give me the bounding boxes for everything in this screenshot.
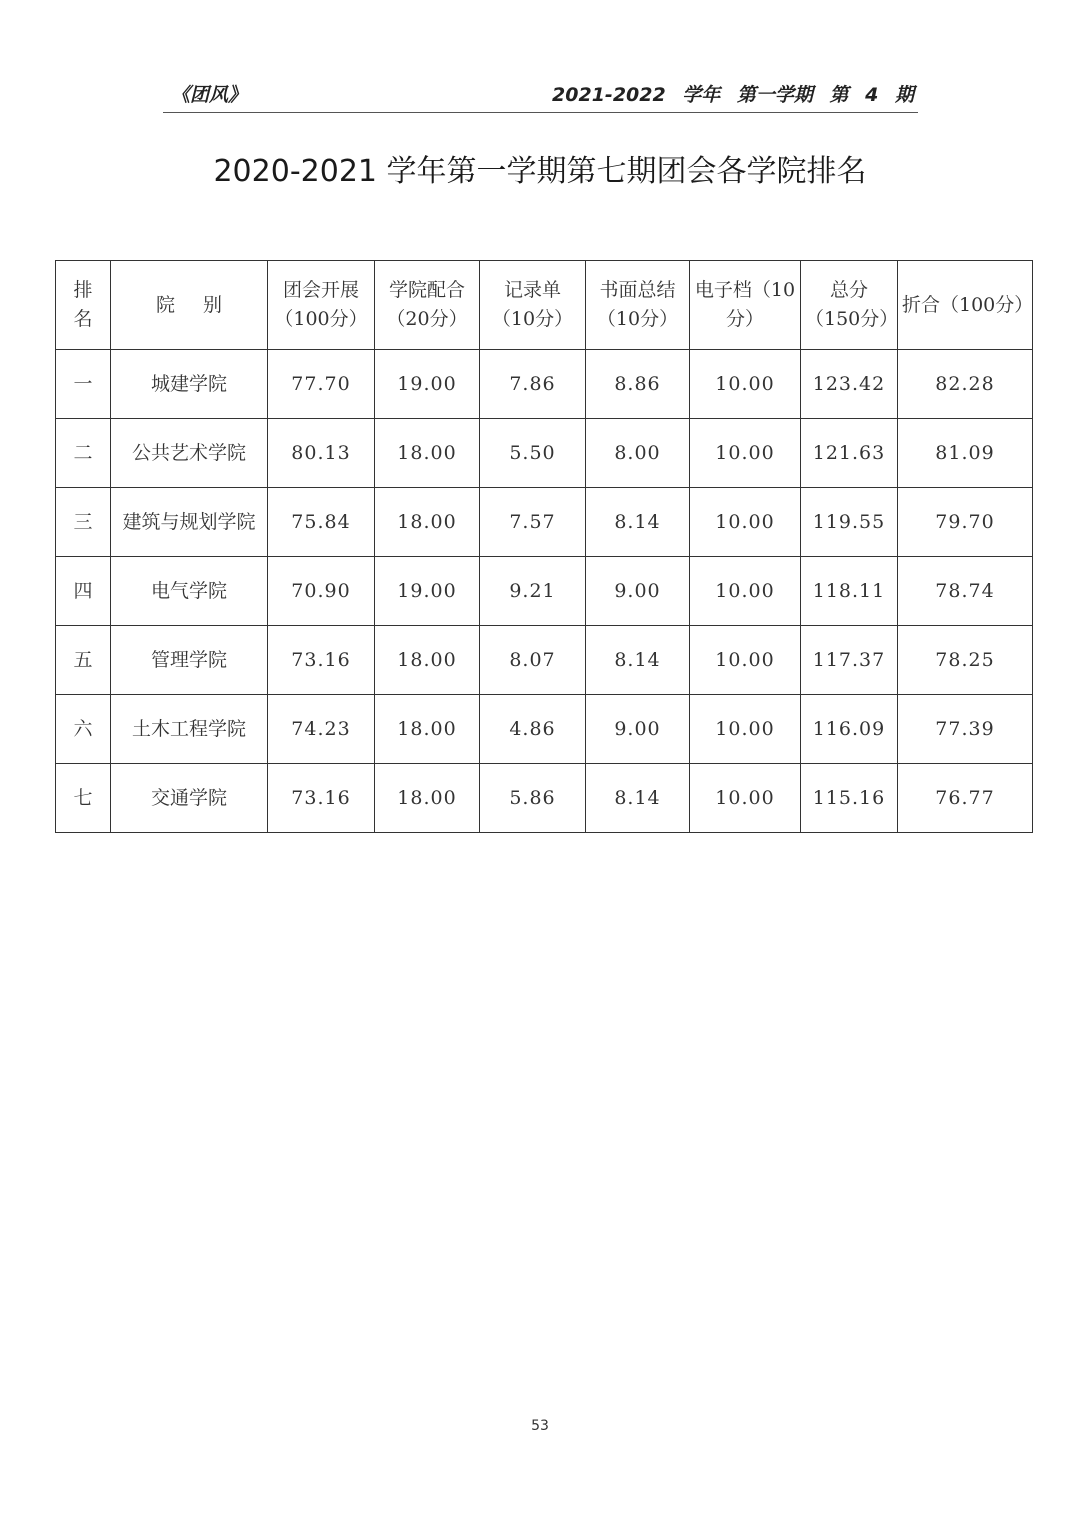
summary-score-cell: 8.14 (586, 764, 690, 833)
meeting-score-cell: 75.84 (268, 488, 375, 557)
electronic-score-cell: 10.00 (690, 764, 801, 833)
electronic-score-cell: 10.00 (690, 695, 801, 764)
record-score-cell: 5.86 (480, 764, 586, 833)
meeting-score-cell: 77.70 (268, 350, 375, 419)
column-header-meeting: 团会开展（100分） (268, 261, 375, 350)
table-row (56, 764, 1033, 833)
cooperation-score-cell: 18.00 (375, 626, 480, 695)
journal-name: 《团风》 (171, 84, 248, 106)
cooperation-score-cell: 19.00 (375, 350, 480, 419)
record-score-cell: 7.57 (480, 488, 586, 557)
column-header-summary: 书面总结（10分） (586, 261, 690, 350)
column-header-cooperation: 学院配合（20分） (375, 261, 480, 350)
college-cell: 电气学院 (111, 557, 268, 626)
issue-info: 2021-2022 学年 第一学期 第 4 期 (552, 84, 914, 106)
table-row (56, 695, 1033, 764)
column-header-rank: 排 名 (56, 261, 111, 350)
table-row (56, 626, 1033, 695)
rank-cell: 五 (56, 626, 111, 695)
electronic-score-cell: 10.00 (690, 626, 801, 695)
converted-score-cell: 76.77 (898, 764, 1033, 833)
record-score-cell: 5.50 (480, 419, 586, 488)
college-cell: 土木工程学院 (111, 695, 268, 764)
total-score-cell: 119.55 (801, 488, 898, 557)
table-row (56, 488, 1033, 557)
cooperation-score-cell: 18.00 (375, 695, 480, 764)
record-score-cell: 8.07 (480, 626, 586, 695)
summary-score-cell: 9.00 (586, 695, 690, 764)
page-header (163, 78, 918, 113)
meeting-score-cell: 73.16 (268, 764, 375, 833)
rank-cell: 四 (56, 557, 111, 626)
total-score-cell: 123.42 (801, 350, 898, 419)
total-score-cell: 121.63 (801, 419, 898, 488)
rank-cell: 二 (56, 419, 111, 488)
page-number: 53 (531, 1418, 549, 1434)
summary-score-cell: 8.00 (586, 419, 690, 488)
college-cell: 城建学院 (111, 350, 268, 419)
summary-score-cell: 8.14 (586, 488, 690, 557)
column-header-total: 总分（150分） (801, 261, 898, 350)
cooperation-score-cell: 19.00 (375, 557, 480, 626)
converted-score-cell: 81.09 (898, 419, 1033, 488)
table-header-row (56, 261, 1033, 350)
cooperation-score-cell: 18.00 (375, 419, 480, 488)
electronic-score-cell: 10.00 (690, 488, 801, 557)
column-header-converted: 折合（100分） (898, 261, 1033, 350)
converted-score-cell: 79.70 (898, 488, 1033, 557)
college-cell: 交通学院 (111, 764, 268, 833)
cooperation-score-cell: 18.00 (375, 488, 480, 557)
summary-score-cell: 9.00 (586, 557, 690, 626)
total-score-cell: 116.09 (801, 695, 898, 764)
electronic-score-cell: 10.00 (690, 557, 801, 626)
record-score-cell: 7.86 (480, 350, 586, 419)
total-score-cell: 115.16 (801, 764, 898, 833)
total-score-cell: 117.37 (801, 626, 898, 695)
electronic-score-cell: 10.00 (690, 350, 801, 419)
converted-score-cell: 78.25 (898, 626, 1033, 695)
page-title: 2020-2021 学年第一学期第七期团会各学院排名 (213, 154, 867, 189)
rank-cell: 七 (56, 764, 111, 833)
column-header-record: 记录单（10分） (480, 261, 586, 350)
meeting-score-cell: 73.16 (268, 626, 375, 695)
rank-cell: 一 (56, 350, 111, 419)
meeting-score-cell: 70.90 (268, 557, 375, 626)
converted-score-cell: 77.39 (898, 695, 1033, 764)
cooperation-score-cell: 18.00 (375, 764, 480, 833)
converted-score-cell: 82.28 (898, 350, 1033, 419)
rank-cell: 三 (56, 488, 111, 557)
column-header-electronic: 电子档（10分） (690, 261, 801, 350)
rank-cell: 六 (56, 695, 111, 764)
summary-score-cell: 8.14 (586, 626, 690, 695)
table-row (56, 350, 1033, 419)
converted-score-cell: 78.74 (898, 557, 1033, 626)
meeting-score-cell: 80.13 (268, 419, 375, 488)
college-cell: 建筑与规划学院 (111, 488, 268, 557)
record-score-cell: 4.86 (480, 695, 586, 764)
summary-score-cell: 8.86 (586, 350, 690, 419)
table-row (56, 419, 1033, 488)
ranking-table (55, 260, 1033, 833)
electronic-score-cell: 10.00 (690, 419, 801, 488)
college-cell: 公共艺术学院 (111, 419, 268, 488)
record-score-cell: 9.21 (480, 557, 586, 626)
total-score-cell: 118.11 (801, 557, 898, 626)
table-row (56, 557, 1033, 626)
meeting-score-cell: 74.23 (268, 695, 375, 764)
college-cell: 管理学院 (111, 626, 268, 695)
column-header-college: 院 别 (111, 261, 268, 350)
